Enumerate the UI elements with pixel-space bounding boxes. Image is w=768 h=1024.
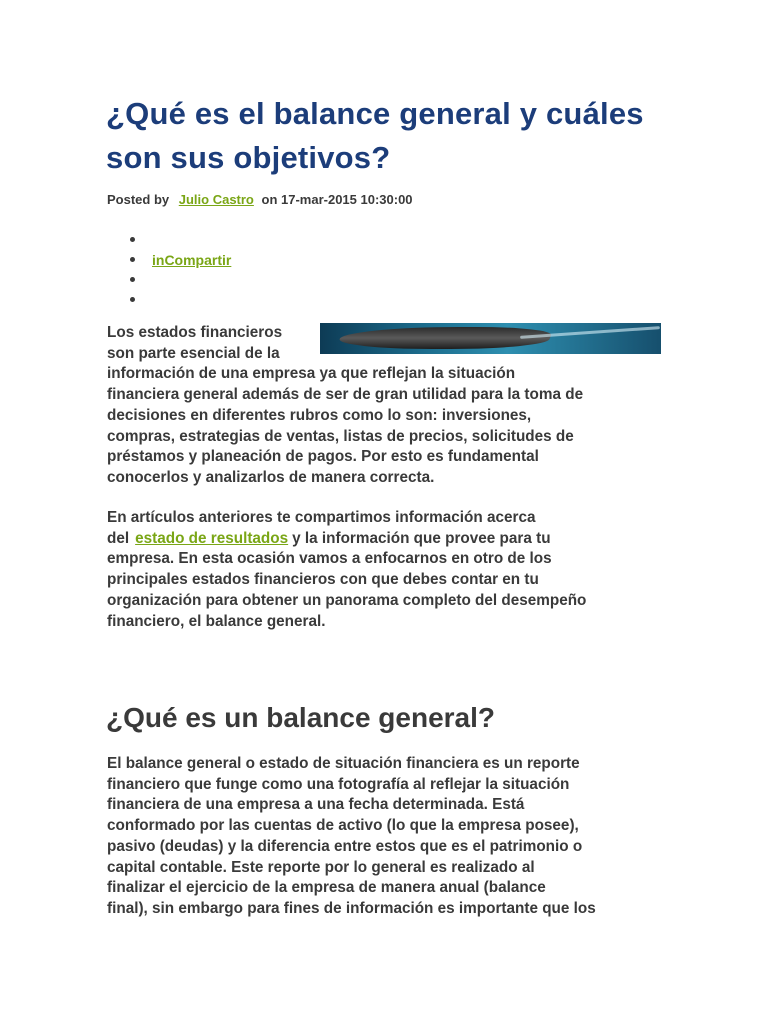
intro-line: decisiones en diferentes rubros como lo son: inversiones, xyxy=(107,406,532,424)
posted-by-label: Posted by xyxy=(107,192,170,207)
section-line: conformado por las cuentas de activo (lo que la empresa posee), xyxy=(107,817,579,835)
article-title: ¿Qué es el balance general y cuáles son sus objetivos? xyxy=(106,96,644,175)
share-item xyxy=(130,290,231,310)
section-line: financiero que funge como una fotografía al reflejar la situación xyxy=(107,775,570,793)
intro-line: conocerlos y analizarlos de manera correcta. xyxy=(107,468,435,486)
section-line: capital contable. Este reporte por lo general es realizado al xyxy=(107,858,535,876)
section-line: finalizar el ejercicio de la empresa de manera anual (balance xyxy=(107,879,546,897)
intro-line: son parte esencial de la xyxy=(107,344,280,362)
second-line-suffix: y la información que provee para tu xyxy=(292,529,551,547)
second-paragraph xyxy=(107,508,586,632)
intro-paragraph xyxy=(107,323,583,489)
second-line: organización para obtener un panorama completo del desempeño xyxy=(107,591,587,609)
second-line: empresa. En esta ocasión vamos a enfocarnos en otro de los xyxy=(107,550,552,568)
share-list xyxy=(130,230,231,310)
section-line: El balance general o estado de situación financiera es un reporte xyxy=(107,755,580,772)
section-line: pasivo (deudas) y la diferencia entre estos que es el patrimonio o xyxy=(107,837,583,855)
second-line: En artículos anteriores te compartimos información acerca xyxy=(107,509,536,526)
section-paragraph xyxy=(107,754,596,920)
section-line: final), sin embargo para fines de información es importante que los xyxy=(107,899,596,917)
intro-line: información de una empresa ya que reflejan la situación xyxy=(107,365,516,383)
intro-line: préstamos y planeación de pagos. Por esto es fundamental xyxy=(107,448,539,466)
second-line-prefix: del xyxy=(107,529,130,547)
intro-line: financiera general además de ser de gran utilidad para la toma de xyxy=(107,386,584,404)
section-line: financiera de una empresa a una fecha determinada. Está xyxy=(107,796,525,814)
share-item xyxy=(130,230,231,250)
share-item xyxy=(130,250,231,270)
share-linkedin-link[interactable]: inCompartir xyxy=(152,252,232,268)
post-date: on 17-mar-2015 10:30:00 xyxy=(261,192,413,207)
author-link[interactable]: Julio Castro xyxy=(178,192,254,207)
second-line xyxy=(107,529,586,550)
estado-de-resultados-link[interactable]: estado de resultados xyxy=(135,529,289,547)
section-heading: ¿Qué es un balance general? xyxy=(106,702,496,733)
second-line: principales estados financieros con que debes contar en tu xyxy=(107,571,539,589)
share-item xyxy=(130,270,231,290)
intro-line: compras, estrategias de ventas, listas de precios, solicitudes de xyxy=(107,427,574,445)
byline xyxy=(107,192,413,207)
intro-line: Los estados financieros xyxy=(107,324,283,341)
second-line: financiero, el balance general. xyxy=(107,612,326,630)
